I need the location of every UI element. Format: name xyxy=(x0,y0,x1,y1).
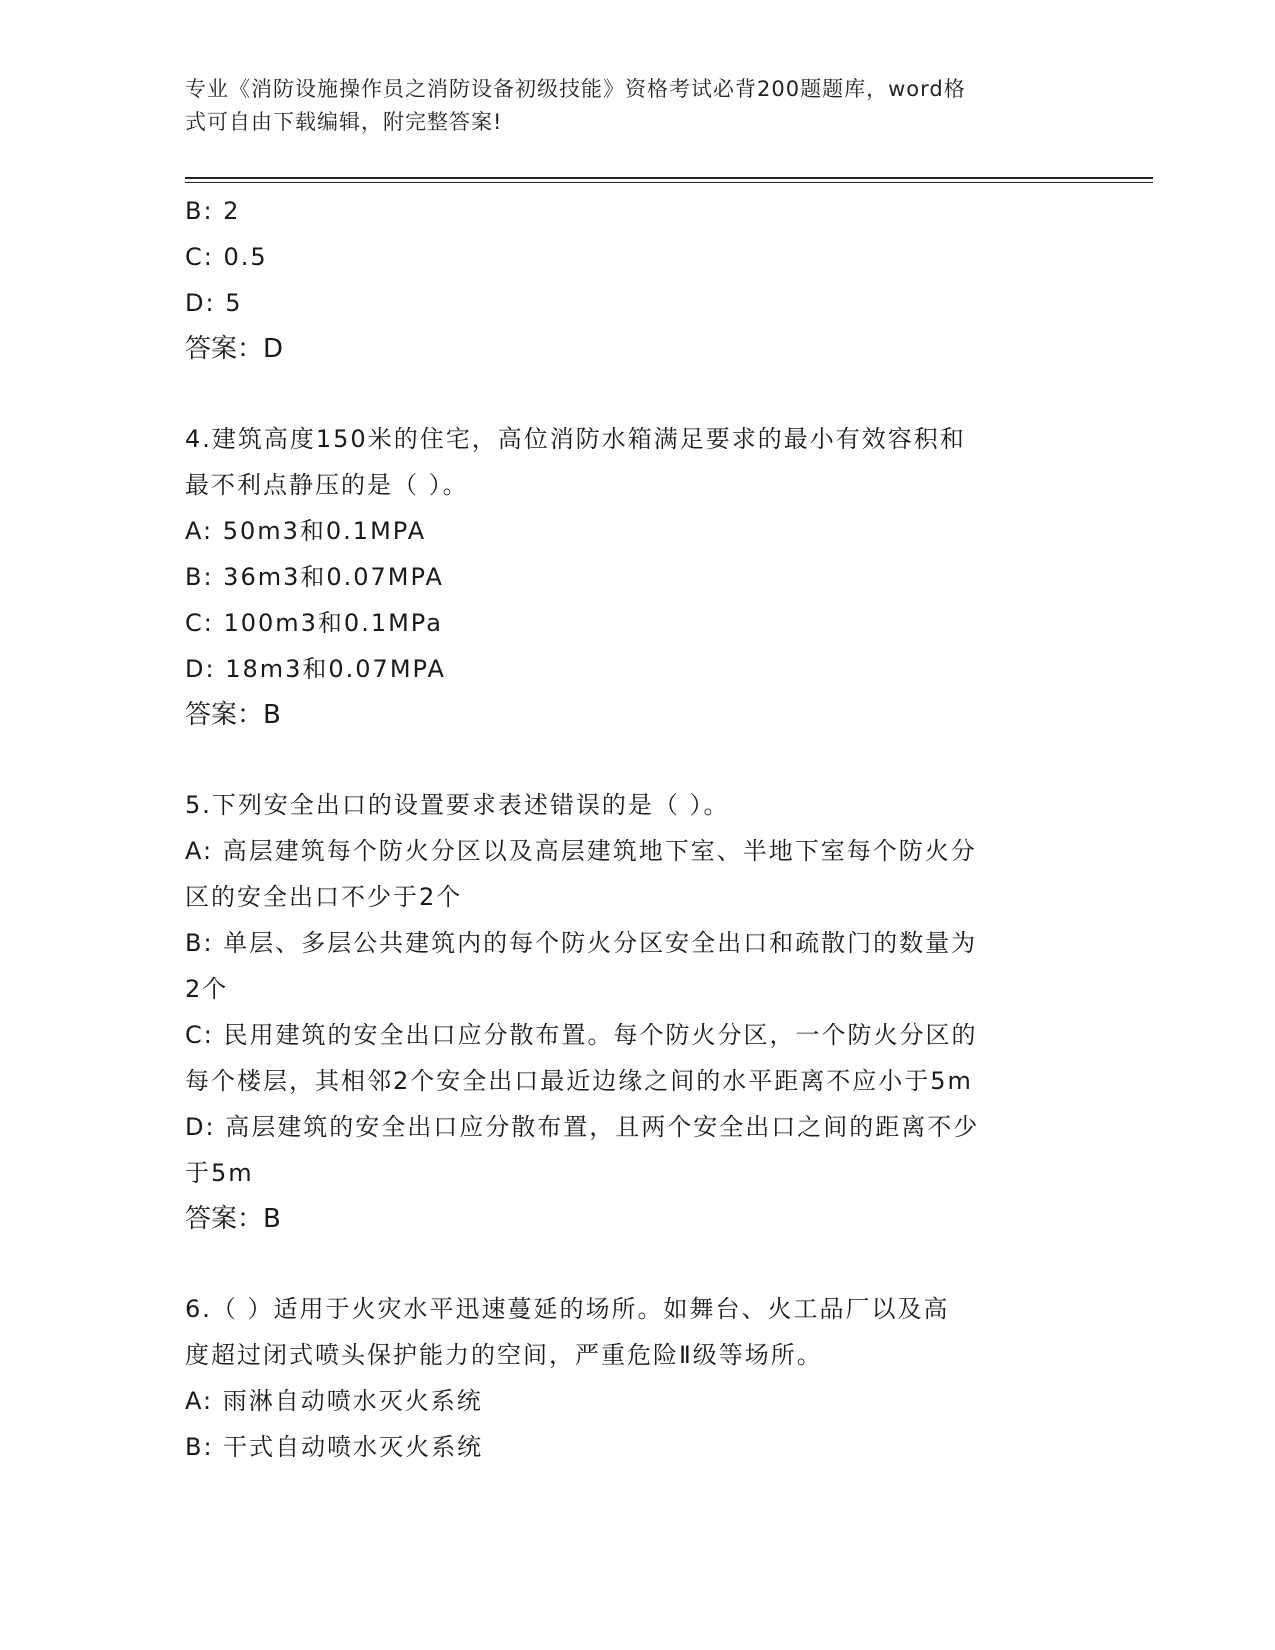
q4-stem-line-2: 最不利点静压的是（ ）。 xyxy=(185,471,469,499)
q5-answer: 答案：B xyxy=(185,1204,281,1234)
q3-option-b: B: 2 xyxy=(185,197,241,225)
q4-option-a: A: 50m3和0.1MPA xyxy=(185,517,427,545)
q6-stem-line-2: 度超过闭式喷头保护能力的空间，严重危险Ⅱ级等场所。 xyxy=(185,1341,823,1369)
q5-option-b-line-2: 2个 xyxy=(185,975,229,1003)
question-4 xyxy=(185,416,1085,738)
question-5 xyxy=(185,782,1085,1242)
spacer xyxy=(185,372,1085,416)
q6-option-b: B: 干式自动喷水灭火系统 xyxy=(185,1433,484,1461)
spacer xyxy=(185,738,1085,782)
q5-option-d-line-1: D: 高层建筑的安全出口应分散布置，且两个安全出口之间的距离不少 xyxy=(185,1113,980,1141)
q3-option-c: C: 0.5 xyxy=(185,243,268,271)
q4-option-c: C: 100m3和0.1MPa xyxy=(185,609,443,637)
q5-option-a-line-1: A: 高层建筑每个防火分区以及高层建筑地下室、半地下室每个防火分 xyxy=(185,837,977,865)
header-rule-thin xyxy=(185,182,1153,183)
question-3 xyxy=(185,188,1085,372)
q6-stem-line-1: 6.（ ）适用于火灾水平迅速蔓延的场所。如舞台、火工品厂以及高 xyxy=(185,1295,950,1323)
q4-answer: 答案：B xyxy=(185,700,281,730)
q5-option-c-line-1: C: 民用建筑的安全出口应分散布置。每个防火分区，一个防火分区的 xyxy=(185,1021,978,1049)
q3-option-d: D: 5 xyxy=(185,289,243,317)
header-line-2: 式可自由下载编辑，附完整答案! xyxy=(185,110,503,134)
q5-option-d-line-2: 于5m xyxy=(185,1159,254,1187)
q4-option-d: D: 18m3和0.07MPA xyxy=(185,655,446,683)
header-line-1: 专业《消防设施操作员之消防设备初级技能》资格考试必背200题题库，word格 xyxy=(185,77,966,101)
q6-option-a: A: 雨淋自动喷水灭火系统 xyxy=(185,1387,483,1415)
q4-stem-line-1: 4.建筑高度150米的住宅，高位消防水箱满足要求的最小有效容积和 xyxy=(185,425,966,453)
spacer xyxy=(185,1242,1085,1286)
q5-stem: 5.下列安全出口的设置要求表述错误的是（ ）。 xyxy=(185,791,730,819)
q3-answer: 答案：D xyxy=(185,334,284,364)
q5-option-c-line-2: 每个楼层，其相邻2个安全出口最近边缘之间的水平距离不应小于5m xyxy=(185,1067,973,1095)
q5-option-b-line-1: B: 单层、多层公共建筑内的每个防火分区安全出口和疏散门的数量为 xyxy=(185,929,978,957)
header-rule-thick xyxy=(185,177,1153,179)
page-header xyxy=(185,73,1085,139)
q4-option-b: B: 36m3和0.07MPA xyxy=(185,563,444,591)
question-content xyxy=(185,188,1085,1470)
question-6 xyxy=(185,1286,1085,1470)
q5-option-a-line-2: 区的安全出口不少于2个 xyxy=(185,883,463,911)
